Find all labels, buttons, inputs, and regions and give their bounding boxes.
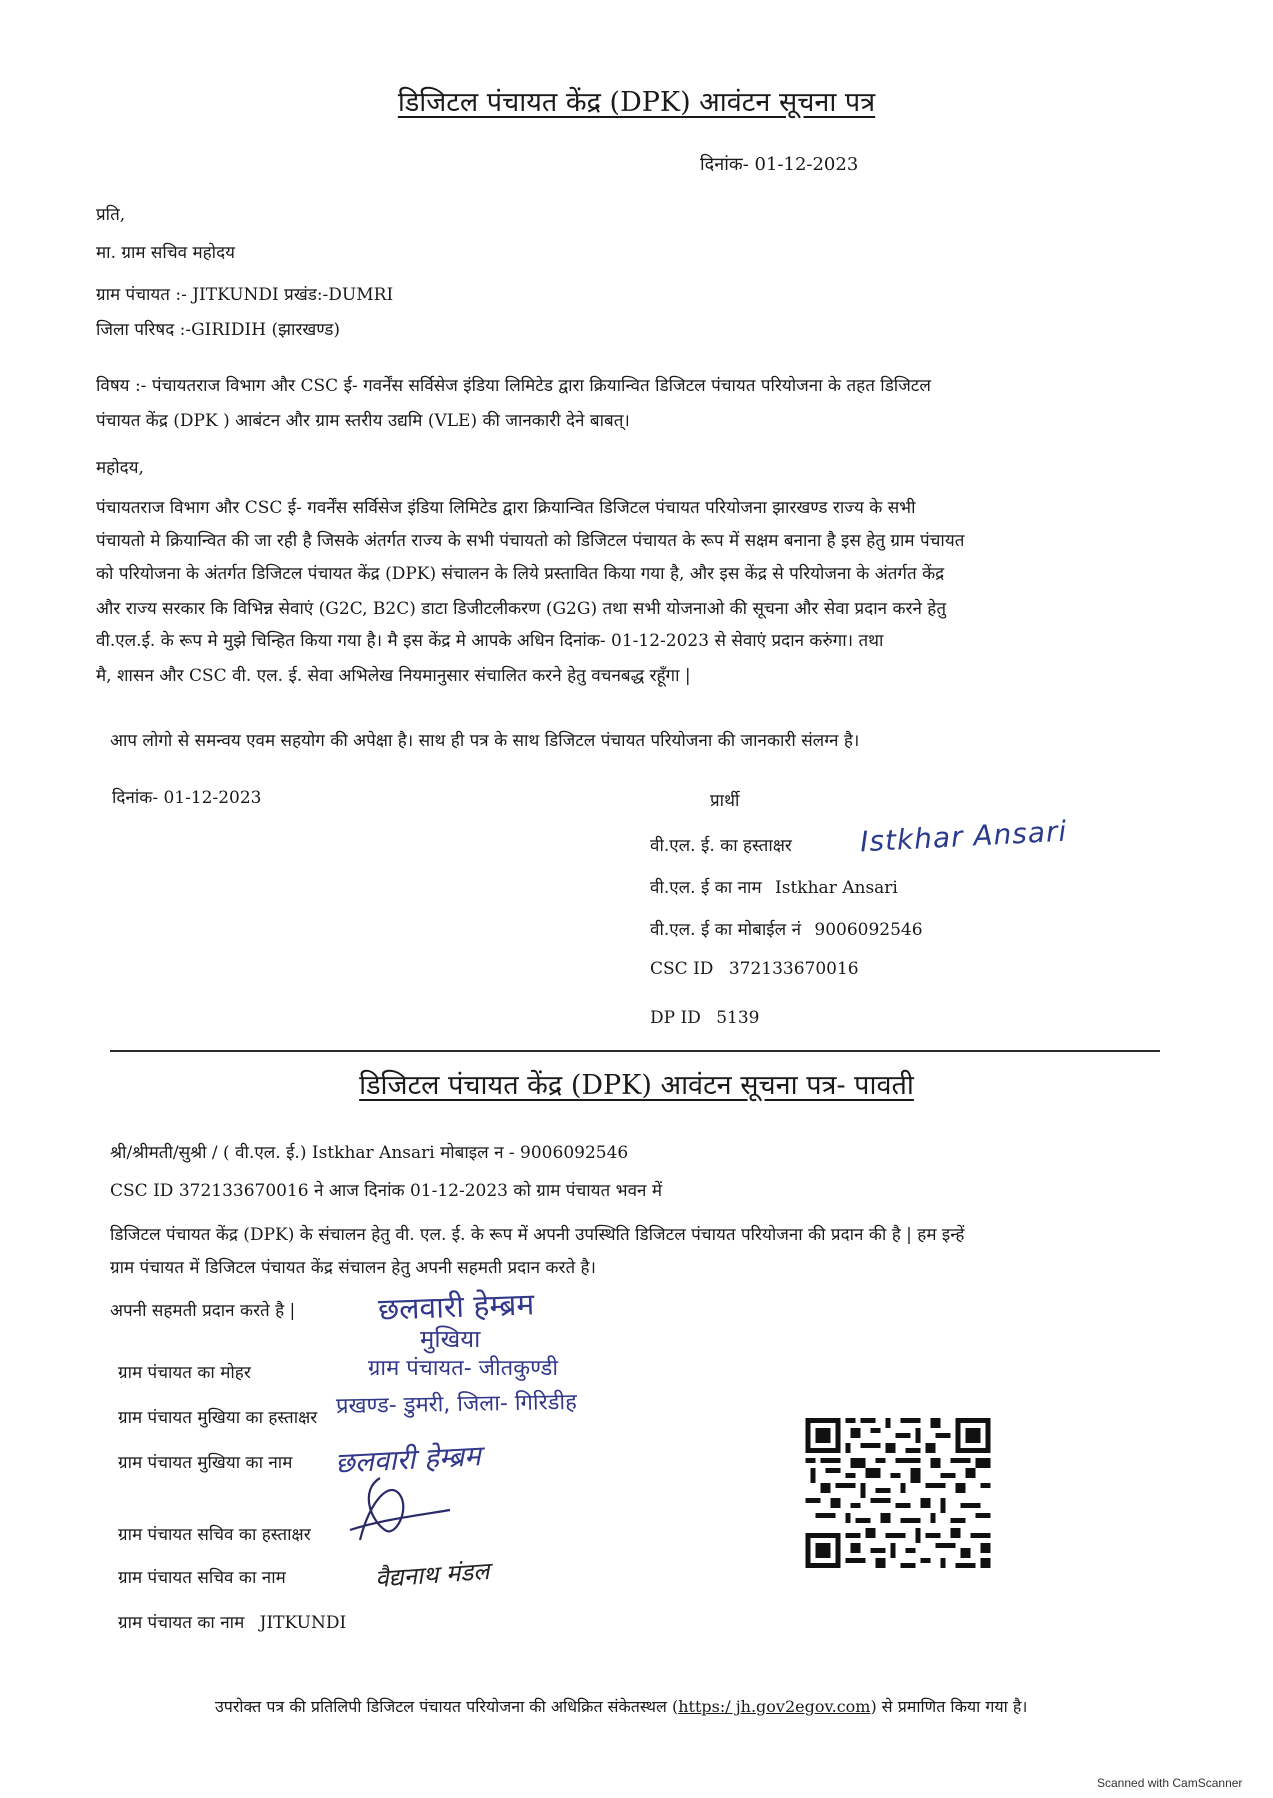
vle-name-label: वी.एल. ई का नाम [650,878,762,898]
seal-label: ग्राम पंचायत का मोहर [118,1363,251,1383]
certification-line [215,1695,1027,1717]
subject-line-1: विषय :- पंचायतराज विभाग और CSC ई- गवर्नेंस सर्विसेज इंडिया लिमिटेड द्वारा क्रियान्वित डिजिटल पंचायत परियोजना के तहत डिजिटल [96,376,931,396]
stamp-role: मुखिया [420,1325,481,1353]
vle-mobile: 9006092546 [814,920,923,940]
mukhiya-sign-label: ग्राम पंचायत मुखिया का हस्ताक्षर [118,1408,318,1428]
csc-id-label: CSC ID [650,959,714,979]
panchayat-name-label: ग्राम पंचायत का नाम [118,1613,245,1633]
receipt-line-3: डिजिटल पंचायत केंद्र (DPK) के संचालन हेतु वी. एल. ई. के रूप में अपनी उपस्थिति डिजिटल पंचायत परियोजना की प्रदान की है | हम इन्हें [110,1225,965,1245]
vle-mobile-row [650,917,923,940]
vle-signature: Istkhar Ansari [859,814,1069,859]
receipt-title: डिजिटल पंचायत केंद्र (DPK) आवंटन सूचना पत्र- पावती [359,1070,914,1101]
stamp-panchayat: ग्राम पंचायत- जीतकुण्डी [368,1356,559,1381]
footer-date: दिनांक- 01-12-2023 [112,788,262,808]
mukhiya-name-label: ग्राम पंचायत मुखिया का नाम [118,1453,293,1473]
subject-line-2: पंचायत केंद्र (DPK ) आबंटन और ग्राम स्तरीय उद्यमि (VLE) की जानकारी देने बाबत्। [96,411,630,431]
stamp-name: छलवारी हेम्ब्रम [377,1287,535,1328]
body-line-2: पंचायतो मे क्रियान्वित की जा रही है जिसके अंतर्गत राज्य के सभी पंचायतो को डिजिटल पंचायत के रूप में सक्षम बनाना है इस हेतु ग्राम पंचायत [96,531,965,551]
dp-id: 5139 [716,1008,760,1028]
body-line-5: वी.एल.ई. के रूप मे मुझे चिन्हित किया गया है। मै इस केंद्र मे आपके अधिन दिनांक- 01-12-2023 से सेवाएं प्रदान करुंगा। तथा [96,631,884,651]
receipt-line-2: CSC ID 372133670016 ने आज दिनांक 01-12-2023 को ग्राम पंचायत भवन में [110,1181,663,1201]
secretary-sign-label: ग्राम पंचायत सचिव का हस्ताक्षर [118,1525,311,1545]
recipient-panchayat-block: ग्राम पंचायत :- JITKUNDI प्रखंड:-DUMRI [96,285,394,305]
dp-id-row [650,1008,760,1028]
body-closing: आप लोगो से समन्वय एवम सहयोग की अपेक्षा है। साथ ही पत्र के साथ डिजिटल पंचायत परियोजना की जानकारी संलग्न है। [110,731,860,751]
section-divider [110,1050,1160,1052]
vle-name: Istkhar Ansari [775,878,898,898]
csc-id: 372133670016 [728,959,859,979]
applicant-label: प्रार्थी [710,791,740,811]
receipt-consent: अपनी सहमती प्रदान करते है | [110,1301,296,1321]
body-line-3: को परियोजना के अंतर्गत डिजिटल पंचायत केंद्र (DPK) संचालन के लिये प्रस्तावित किया गया है, और इस केंद्र से परियोजना के अंतर्गत केंद्र [96,564,945,584]
secretary-handwritten-name: वैद्यनाथ मंडल [374,1557,491,1593]
mukhiya-handwritten-name: छलवारी हेम्ब्रम [334,1439,482,1480]
body-line-4: और राज्य सरकार कि विभिन्न सेवाएं (G2C, B2C) डाटा डिजीटलीकरण (G2G) तथा सभी योजनाओ की सूचना और सेवा प्रदान करने हेतु [96,599,947,619]
vle-signature-label: वी.एल. ई. का हस्ताक्षर [650,836,792,856]
letter-date: दिनांक- 01-12-2023 [700,154,859,175]
csc-id-row [650,959,859,979]
scanner-watermark: Scanned with CamScanner [1097,1776,1243,1790]
recipient-district: जिला परिषद :-GIRIDIH (झारखण्ड) [96,320,341,340]
panchayat-name: JITKUNDI [259,1613,347,1633]
certification-text: उपरोक्त पत्र की प्रतिलिपी डिजिटल पंचायत परियोजना की अधिक्रित संकेतस्थल ( [215,1697,679,1716]
panchayat-name-row [118,1610,346,1633]
vle-name-row [650,875,898,898]
stamp-block-district: प्रखण्ड- डुमरी, जिला- गिरिडीह [335,1389,578,1420]
salutation: महोदय, [96,458,144,478]
body-line-6: मै, शासन और CSC वी. एल. ई. सेवा अभिलेख नियमानुसार संचालित करने हेतु वचनबद्ध रहूँगा | [96,666,691,686]
body-line-1: पंचायतराज विभाग और CSC ई- गवर्नेंस सर्विसेज इंडिया लिमिटेड द्वारा क्रियान्वित डिजिटल पंचायत परियोजना झारखण्ड राज्य के सभी [96,498,916,518]
receipt-line-1: श्री/श्रीमती/सुश्री / ( वी.एल. ई.) Istkhar Ansari मोबाइल न - 9006092546 [110,1143,629,1163]
recipient-to: प्रति, [96,205,126,225]
certification-suffix: ) से प्रमाणित किया गया है। [870,1697,1028,1716]
dp-id-label: DP ID [650,1008,701,1028]
certification-url-link[interactable]: https:/ jh.gov2egov.com [678,1697,871,1716]
secretary-name-label: ग्राम पंचायत सचिव का नाम [118,1568,286,1588]
page-title: डिजिटल पंचायत केंद्र (DPK) आवंटन सूचना पत्र [397,87,876,118]
recipient-addressee: मा. ग्राम सचिव महोदय [96,243,235,263]
secretary-signature-icon [340,1470,460,1550]
vle-mobile-label: वी.एल. ई का मोबाईल नं [650,920,801,940]
receipt-line-4: ग्राम पंचायत में डिजिटल पंचायत केंद्र संचालन हेतु अपनी सहमती प्रदान करते है। [110,1258,597,1278]
qr-code-icon [805,1418,991,1568]
